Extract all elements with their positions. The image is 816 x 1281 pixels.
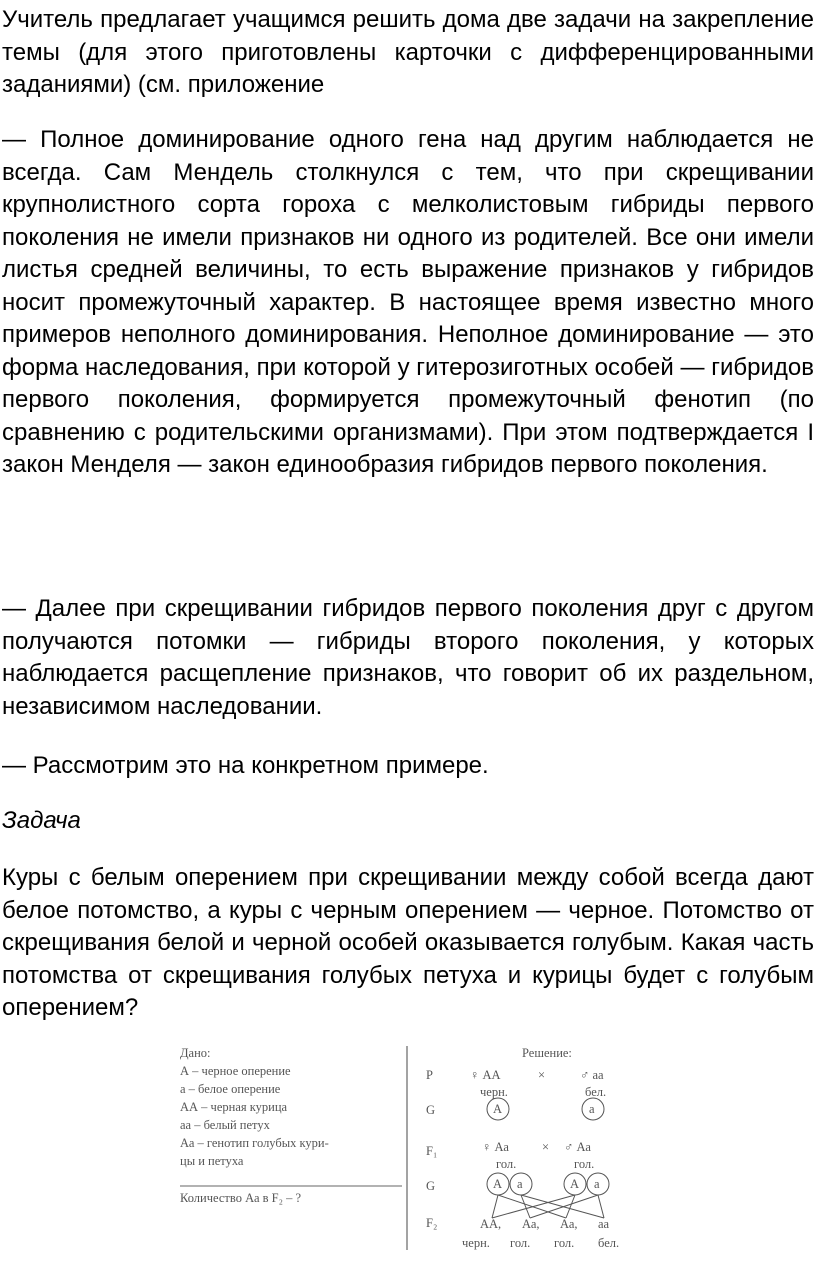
given-line: аа – белый петух: [180, 1118, 270, 1132]
f1-cross-symbol: ×: [542, 1140, 550, 1154]
second-generation-paragraph: — Далее при скрещивании гибридов первого поколения друг с другом получаются потомки — гибриды второго поколения, у которых наблюдается расщепление признаков, что говорит об их раздельном, независимом наследовании.: [2, 595, 814, 720]
given-line: АА – черная курица: [180, 1100, 288, 1114]
row-label-p: P: [426, 1068, 433, 1082]
p-female-genotype: ♀ АА: [470, 1068, 501, 1082]
given-heading: Дано:: [180, 1046, 211, 1060]
gamete: а: [517, 1177, 523, 1191]
p-male-genotype: ♂ аа: [580, 1068, 604, 1082]
given-question: Количество Аа в F₂ – ?: [180, 1191, 301, 1205]
gamete-a-recessive: а: [589, 1102, 595, 1116]
f2-phenotype: черн.: [462, 1236, 490, 1250]
f2-phenotype: гол.: [554, 1236, 575, 1250]
row-label-f1: F₁: [426, 1144, 438, 1158]
given-line: Аа – генотип голубых кури-: [180, 1136, 329, 1150]
given-line: а – белое оперение: [180, 1082, 281, 1096]
given-line: цы и петуха: [180, 1154, 244, 1168]
example-paragraph: — Рассмотрим это на конкретном примере.: [2, 752, 489, 779]
given-line: А – черное оперение: [180, 1064, 291, 1078]
row-label-g1: G: [426, 1103, 436, 1117]
gamete: А: [493, 1177, 503, 1191]
task-heading: Задача: [2, 807, 81, 834]
incomplete-dominance-paragraph: — Полное доминирование одного гена над другим наблюдается не всегда. Сам Мендель столкнулся с тем, что при скрещивании крупнолистного сорта гороха с мелколистовым гибриды первого поколения не имели признаков ни одного из родителей. Все они имели листья средней величины, то есть выражение признаков у гибридов носит промежуточный характер. В настоящее время известно много примеров неполного доминирования. Неполное доминирование — это форма наследования, при которой у гитерозиготных особей — гибридов первого поколения, формируется промежуточный фенотип (по сравнению с родительскими организмами). При этом подтверждается I закон Менделя — закон единообразия гибридов первого поколения.: [2, 126, 814, 478]
f2-phenotype: бел.: [598, 1236, 620, 1250]
gamete: А: [570, 1177, 580, 1191]
f1-female-phenotype: гол.: [496, 1157, 517, 1171]
task-paragraph: Куры с белым оперением при скрещивании между собой всегда дают белое потомство, а куры с черным оперением — черное. Потомство от скрещивания белой и черной особей оказывается голубым. Какая часть потомства от скрещивания голубых петуха и курицы будет с голубым оперением?: [2, 864, 814, 1021]
p-male-phenotype: бел.: [585, 1085, 607, 1099]
solution-heading: Решение:: [522, 1046, 572, 1060]
gamete: а: [594, 1177, 600, 1191]
solution-figure: [170, 1040, 640, 1255]
f1-female-genotype: ♀ Аа: [482, 1140, 509, 1154]
f2-phenotype: гол.: [510, 1236, 531, 1250]
f2-genotype: АА,: [480, 1217, 502, 1231]
f1-male-genotype: ♂ Аа: [564, 1140, 591, 1154]
f2-genotype: Аа,: [560, 1217, 578, 1231]
p-cross-symbol: ×: [538, 1068, 546, 1082]
f2-genotype: Аа,: [522, 1217, 540, 1231]
f1-male-phenotype: гол.: [574, 1157, 595, 1171]
intro-paragraph: Учитель предлагает учащимся решить дома две задачи на закрепление темы (для этого приготовлены карточки с дифференцированными заданиями) (см. приложение: [2, 6, 814, 98]
p-female-phenotype: черн.: [480, 1085, 508, 1099]
row-label-f2: F₂: [426, 1216, 438, 1230]
gamete-a-dominant: А: [493, 1102, 503, 1116]
row-label-g2: G: [426, 1179, 436, 1193]
f2-genotype: аа: [598, 1217, 610, 1231]
